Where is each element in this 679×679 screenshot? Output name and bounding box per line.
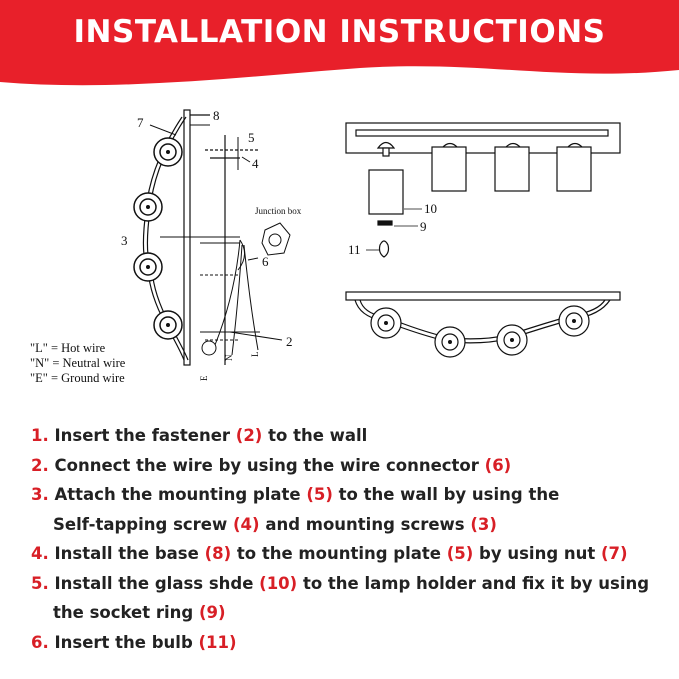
step-3: 3. Attach the mounting plate (5) to the wall by using the [31, 485, 560, 504]
label-5: 5 [248, 130, 255, 145]
step-2: 2. Connect the wire by using the wire connector (6) [31, 455, 512, 475]
instruction-steps [31, 421, 671, 657]
legend-neutral-wire: "N" = Neutral wire [30, 356, 126, 370]
step-4: 4. Install the base (8) to the mounting plate (5) by using nut (7) [31, 544, 628, 563]
step-5-continued: the socket ring (9) [53, 603, 226, 622]
wire-tag-e: E [199, 375, 209, 381]
step-1: 1. Insert the fastener (2) to the wall [31, 426, 368, 445]
legend-ground-wire: "E" = Ground wire [30, 371, 125, 385]
step-5: 5. Install the glass shde (10) to the lamp holder and fix it by using [31, 573, 650, 593]
label-6: 6 [262, 254, 269, 269]
step-6: 6. Insert the bulb (11) [31, 632, 237, 652]
label-10: 10 [424, 201, 437, 216]
label-2: 2 [286, 334, 293, 349]
label-8: 8 [213, 108, 220, 123]
legend-hot-wire: "L" = Hot wire [30, 341, 106, 355]
wire-legend [30, 341, 125, 386]
label-9: 9 [420, 219, 427, 234]
label-11: 11 [348, 242, 361, 257]
step-3-continued: Self-tapping screw (4) and mounting screws (3) [53, 514, 497, 534]
label-4: 4 [252, 156, 259, 171]
label-7: 7 [137, 115, 144, 130]
page-title: INSTALLATION INSTRUCTIONS [73, 14, 606, 50]
wire-tag-n: N [224, 354, 234, 361]
wire-tag-l: L [250, 351, 260, 357]
junction-box-label: Junction box [255, 206, 302, 216]
label-3: 3 [121, 233, 128, 248]
